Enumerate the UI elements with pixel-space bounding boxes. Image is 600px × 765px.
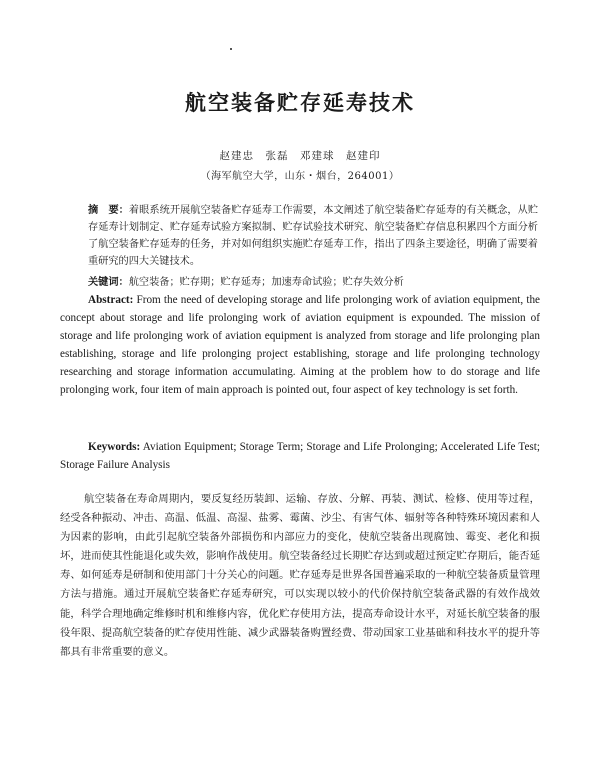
author-affiliation: （海军航空大学，山东・烟台，264001）: [200, 171, 400, 182]
english-abstract-label: Abstract:: [88, 294, 134, 306]
english-abstract: [60, 291, 540, 400]
body-paragraph: 航空装备在寿命周期内，要反复经历装卸、运输、存放、分解、再装、测试、检修、使用等过程，经受各种振动、冲击、高温、低温、高湿、盐雾、霉菌、沙尘、有害气体、辐射等各种特殊环境因素和人为因素的影响，由此引起航空装备外部损伤和内部应力的变化，使航空装备出现腐蚀、霉变、老化和损坏，进而使其性能退化或失效，影响作战使用。航空装备经过长期贮存达到或超过预定贮存期后，能否延寿、如何延寿是研制和使用部门十分关心的问题。贮存延寿是世界各国普遍采取的一种航空装备质量管理方法与措施。通过开展航空装备贮存延寿研究，可以实现以较小的代价保持航空装备武器的有效作战效能，科学合理地确定维修时机和维修内容，优化贮存使用方法，提高寿命设计水平，对延长航空装备的服役年限、提高航空装备的贮存使用性能、减少武器装备购置经费、带动国家工业基础和科技水平的提升等都具有非常重要的意义。: [60, 493, 540, 658]
english-abstract-text: From the need of developing storage and life prolonging work of aviation equipment, the concept about storage and life prolonging work of aviation equipment is expounded. The mission of storage and life prolonging work of aviation equipment is analyzed from storage and life prolonging plan establishing, storage and life prolonging project establishing, storage and life prolonging technology researching and storage information accumulating. Aiming at the problem how to do storage and life prolonging work, four item of main approach is pointed out, four aspect of key technology is set forth.: [60, 294, 541, 397]
english-keywords-text: Aviation Equipment; Storage Term; Storage and Life Prolonging; Accelerated Life Test; Storage Failure Analysis: [60, 441, 540, 471]
author-list: 赵建忠 张磊 邓建球 赵建印: [219, 150, 381, 162]
english-keywords: [60, 438, 540, 474]
chinese-abstract-label: 摘 要：: [88, 205, 129, 216]
scan-speck: [230, 48, 232, 50]
english-keywords-label: Keywords:: [88, 441, 141, 453]
chinese-abstract: [88, 202, 538, 270]
paper-title: 航空装备贮存延寿技术: [185, 91, 415, 115]
chinese-keywords-text: 航空装备；贮存期；贮存延寿；加速寿命试验；贮存失效分析: [128, 277, 404, 288]
chinese-keywords: [88, 274, 538, 291]
chinese-abstract-text: 着眼系统开展航空装备贮存延寿工作需要，本文阐述了航空装备贮存延寿的有关概念，从贮存延寿计划制定、贮存延寿试验方案拟制、贮存试验技术研究、航空装备贮存信息积累四个方面分析了航空装备贮存延寿的任务，并对如何组织实施贮存延寿工作，指出了四条主要途径，明确了需要着重研究的四大关键技术。: [88, 205, 539, 267]
chinese-keywords-label: 关键词：: [88, 277, 129, 288]
